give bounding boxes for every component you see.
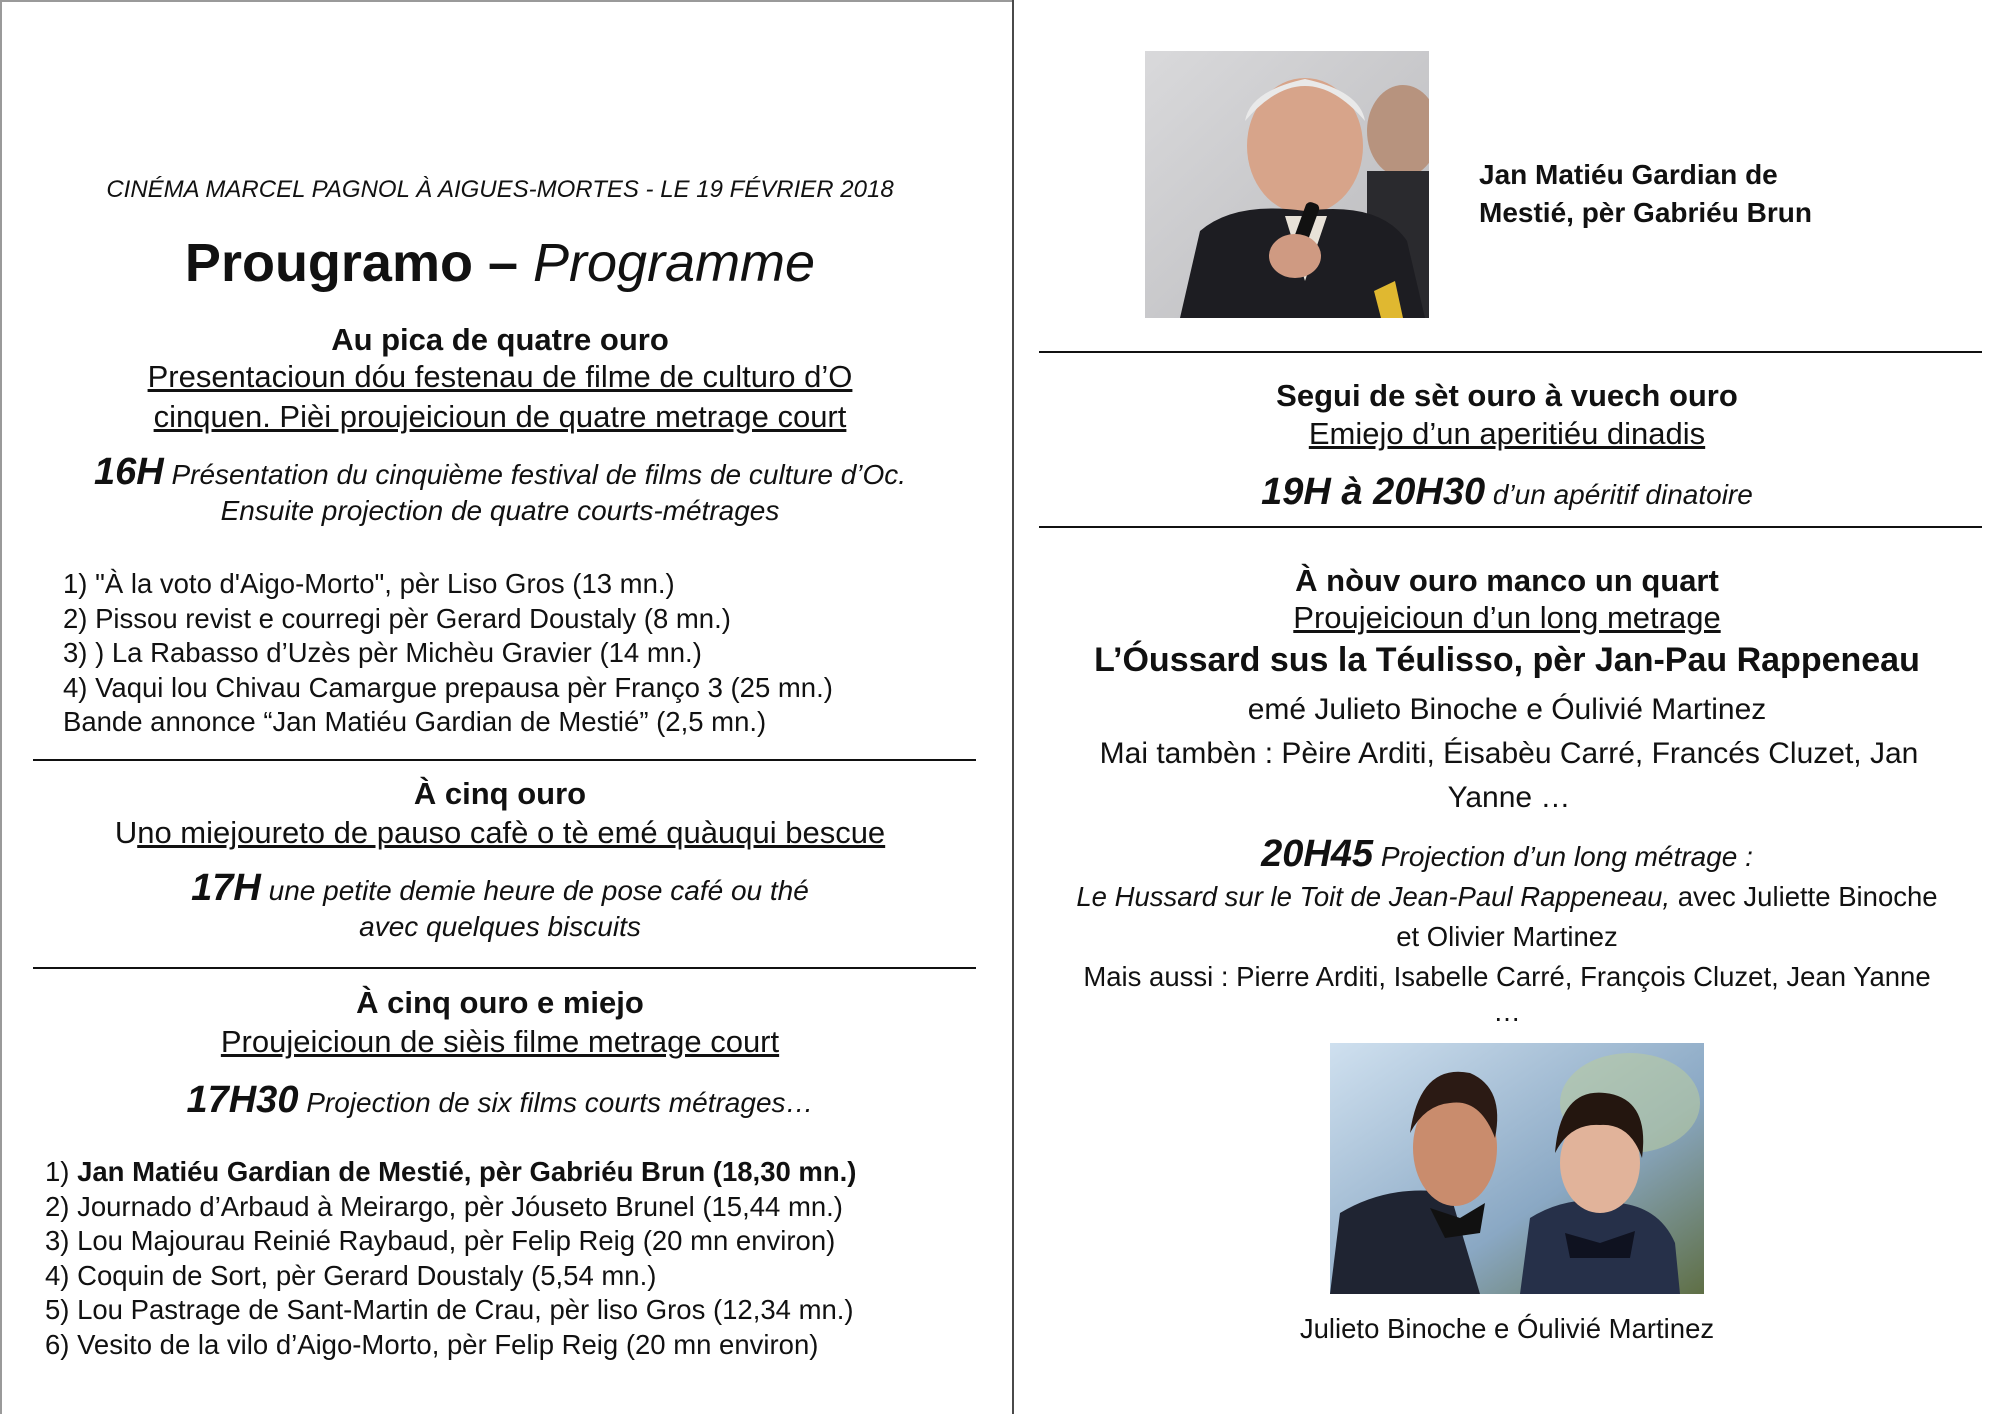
- photo-actors-image: [1330, 1043, 1704, 1294]
- section-1-subtitle: [0, 357, 1000, 437]
- page-title: [0, 232, 1000, 294]
- list-item-number: 1): [45, 1156, 78, 1187]
- divider: [33, 967, 976, 969]
- list-item: 4) Vaqui lou Chivau Camargue prepausa pèr Franço 3 (25 mn.): [63, 671, 833, 703]
- section-1-title: Au pica de quatre ouro: [331, 322, 669, 357]
- section-1-subtitle-line-1: Presentacioun dóu festenau de filme de culturo d’O: [147, 359, 853, 394]
- featured-film: Jan Matiéu Gardian de Mestié, pèr Gabriéu Brun (18,30 mn.): [77, 1156, 857, 1187]
- divider: [1039, 526, 1982, 528]
- section-1-french-line-1: Présentation du cinquième festival de films de culture d’Oc.: [163, 459, 907, 490]
- film-cast-french-line-2: et Olivier Martinez: [1396, 921, 1618, 952]
- list-item: 1) "À la voto d'Aigo-Morto", pèr Liso Gros (13 mn.): [63, 568, 675, 599]
- section-5-french-line: Projection d’un long métrage :: [1373, 841, 1753, 872]
- list-item: 2) Journado d’Arbaud à Meirargo, pèr Jóuseto Brunel (15,44 mn.): [45, 1190, 843, 1222]
- section-3-title: À cinq ouro e miejo: [356, 985, 644, 1020]
- section-3-french: [0, 1079, 1000, 1121]
- time-16h: 16H: [93, 451, 164, 493]
- section-2-subtitle-rest: no miejoureto de pauso cafè o tè emé quàuqui bescue: [137, 815, 886, 850]
- list-item: 3) ) La Rabasso d’Uzès pèr Michèu Gravier (14 mn.): [63, 637, 702, 668]
- section-2-subtitle-initial: U: [114, 815, 138, 850]
- section-2-title: À cinq ouro: [413, 776, 587, 811]
- title-occitan: Prougramo –: [184, 233, 533, 293]
- right-page: [1014, 0, 2000, 1414]
- section-4-title: Segui de sèt ouro à vuech ouro: [1276, 378, 1738, 413]
- film-cast-french-line-1: avec Juliette Binoche: [1670, 881, 1938, 912]
- film-cast-occitan: emé Julieto Binoche e Óulivié Martinez: [1247, 693, 1767, 726]
- section-1-french-line-2: Ensuite projection de quatre courts-métrages: [220, 495, 780, 526]
- section-5-french: [1014, 833, 2000, 875]
- time-19h: 19H à 20H30: [1261, 471, 1486, 513]
- list-item: [45, 1155, 856, 1190]
- section-4-subtitle-line: Emiejo d’un aperitiéu dinadis: [1308, 416, 1706, 451]
- section-2-french-line-2: avec quelques biscuits: [359, 911, 641, 942]
- section-3-french-line: Projection de six films courts métrages…: [298, 1087, 814, 1118]
- list-item: 3) Lou Majourau Reinié Raybaud, pèr Felip Reig (20 mn environ): [45, 1225, 836, 1256]
- section-2-subtitle: [0, 813, 1000, 853]
- photo-jan-matieu-image: [1145, 51, 1429, 318]
- list-item: 2) Pissou revist e courregi pèr Gerard Doustaly (8 mn.): [63, 602, 731, 634]
- section-4-french: [1014, 471, 2000, 513]
- time-17h30: 17H30: [186, 1079, 299, 1121]
- section-2-french-line-1: une petite demie heure de pose café ou thé: [260, 875, 809, 906]
- film-also-french-line-2: …: [1493, 996, 1521, 1027]
- event-header: CINÉMA MARCEL PAGNOL À AIGUES-MORTES - LE 19 FÉVRIER 2018: [106, 176, 894, 203]
- time-17h: 17H: [191, 867, 261, 909]
- section-2-french: [0, 867, 1000, 945]
- film-also-occitan-line-1: Mai tambèn : Pèire Arditi, Éisabèu Carré, Francés Cluzet, Jan: [1099, 737, 1919, 770]
- list-item: 4) Coquin de Sort, pèr Gerard Doustaly (5,54 mn.): [45, 1259, 657, 1291]
- short-film-list-1: [63, 567, 833, 740]
- section-5-subtitle-line: Proujeicioun d’un long metrage: [1293, 600, 1721, 635]
- list-item: 6) Vesito de la vilo d’Aigo-Morto, pèr Felip Reig (20 mn environ): [45, 1328, 819, 1360]
- film-also-french-line-1: Mais aussi : Pierre Arditi, Isabelle Carré, François Cluzet, Jean Yanne: [1083, 961, 1931, 992]
- photo-1-caption-line-1: Jan Matiéu Gardian de: [1479, 159, 1778, 190]
- film-title-occitan: L’Óussard sus la Téulisso, pèr Jan-Pau Rappeneau: [1094, 641, 1920, 679]
- film-also-occitan: [1034, 732, 1984, 820]
- photo-2-caption: Julieto Binoche e Óulivié Martinez: [1299, 1313, 1715, 1344]
- section-3-subtitle: [0, 1022, 1000, 1062]
- section-4-subtitle: [1014, 414, 2000, 454]
- list-item: 5) Lou Pastrage de Sant-Martin de Crau, pèr liso Gros (12,34 mn.): [45, 1294, 854, 1325]
- photo-1-caption-line-2: Mestié, pèr Gabriéu Brun: [1479, 197, 1812, 228]
- divider: [33, 759, 976, 761]
- section-4-french-line: d’un apéritif dinatoire: [1485, 479, 1753, 510]
- list-item: Bande annonce “Jan Matiéu Gardian de Mestié” (2,5 mn.): [63, 706, 767, 737]
- divider: [1039, 351, 1982, 353]
- film-title-french: Le Hussard sur le Toit de Jean-Paul Rappeneau,: [1076, 881, 1671, 912]
- section-3-subtitle-line: Proujeicioun de sièis filme metrage court: [220, 1024, 780, 1059]
- film-french-details: [1014, 877, 2000, 1027]
- photo-actors: [1330, 1043, 1704, 1294]
- section-1-french: [0, 451, 1000, 529]
- photo-1-caption: [1479, 156, 1812, 232]
- time-20h45: 20H45: [1261, 833, 1374, 875]
- photo-jan-matieu: [1145, 51, 1429, 318]
- section-5-title: À nòuv ouro manco un quart: [1295, 563, 1719, 598]
- title-french: Programme: [533, 233, 816, 293]
- short-film-list-2: [45, 1155, 856, 1362]
- film-also-occitan-line-2: Yanne …: [1447, 781, 1571, 814]
- section-1-subtitle-line-2: cinquen. Pièi proujeicioun de quatre metrage court: [153, 399, 847, 434]
- section-5-subtitle: [1014, 598, 2000, 638]
